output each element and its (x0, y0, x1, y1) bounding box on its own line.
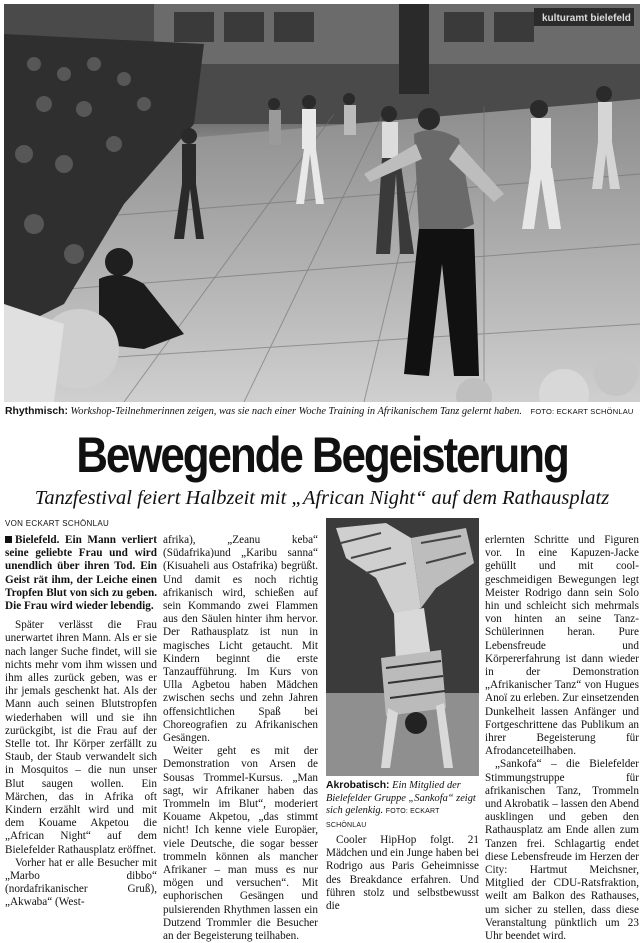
paragraph: Weiter geht es mit der Demonstration von Arsen de Sousas Trommel-Kursus. „Man sagt, wir Afrikaner haben das Trommeln im Blut“, moderiert Kouame Akpetou, „das stimmt nicht! Ich kenne viele Europäer, viele Deutsche, die sogar besser trommeln können als mancher Afrikaner – man muss es nur mögen und versuchen“. Mit euphorischen Gesängen und pulsierenden Rhythmen lassen ein Dutzend Trommler die Besucher an der Begeisterung teilhaben. (163, 745, 318, 943)
caption-text: Workshop-Teilnehmerinnen zeigen, was sie nach einer Woche Training in Afrikanischem Tanz gelernt haben. (70, 406, 522, 417)
paragraph: erlernten Schritte und Figuren vor. In eine Kapuzen-Jacke gehüllt und mit cool-geschmeidigen Bewegungen legt Meister Rodrigo dann sein Solo hin und schleicht sich mehrmals von hinten an seine Tanz-Schülerinnen heran. Pure Lebensfreude und Körpererfahrung ist dann wieder in der Demonstration „Afrikanischer Tanz“ von Hugues Anoï zu erleben. Zur einsetzenden Dunkelheit lassen Anfänger und Fortgeschrittene das Publikum an ihrer Begeisterung für Afrodanceteilhaben. (485, 534, 639, 758)
paragraph: Später verlässt die Frau unerwartet ihren Mann. Als er sie nach langer Suche findet, will sie nichts mehr vom ihm wissen und ihm alles zurück geben, was er ihr jemals geschenkt hat. Als der Mann auch seinen Blutstropfen wiederhaben will und sie ihn zurückgibt, ist die Frau auf der Stelle tot. Ihr Körper zerfällt zu Staub, der Staub verwandelt sich in Mosquitos – die nun unser Blut saugen wollen. Ein Märchen, das in Afrika oft Kindern erzählt wird und mit dem Kouame Akpetou die „African Night“ auf dem Bielefelder Rathausplatz eröffnet. (5, 619, 157, 856)
acrobat-photo (326, 518, 479, 776)
paragraph: Cooler HipHop folgt. 21 Mädchen und ein Junge haben bei Rodrigo aus Paris Geheimnisse des Breakdance erfahren. Und führen stolz und selbstbewusst die (326, 834, 479, 913)
main-photo-caption (5, 405, 639, 418)
caption-text: Ein Mitglied der Bielefelder Gruppe „Sankofa“ zeigt sich gelenkig. (326, 780, 476, 817)
acrobat-illustration (326, 518, 479, 776)
subheadline: Tanzfestival feiert Halbzeit mit „African Night“ auf dem Rathausplatz (34, 487, 610, 509)
photo-credit: FOTO: ECKART SCHÖNLAU (326, 808, 440, 829)
caption-lead: Akrobatisch: (326, 780, 390, 791)
paragraph: afrika), „Zeanu keba“ (Südafrika)und „Karibu sanna“ (Kisuaheli aus Ostafrika) begrüßt. Und damit es noch richtig afrikanisch wird, schießen auf sein Kommando zwei Flammen aus den Säulen hinter ihm hervor. Der Rathausplatz ist nun in magisches Licht getaucht. Mit Kindern beginnt die erste Tanzaufführung. Im Kurs von Ulla Agbetou haben Mädchen zwischen sechs und zehn Jahren offensichtlichen Spaß bei Choreografien zu Afrikanischen Gesängen. (163, 534, 318, 745)
bullet-square-icon (5, 536, 12, 543)
article-column-3 (326, 834, 479, 913)
article-column-1 (5, 534, 157, 910)
main-photo (4, 4, 640, 402)
paragraph: Vorher hat er alle Besucher mit „Marbo dibbo“ (nordafrikanischer Gruß), „Akwaba“ (West- (5, 856, 157, 909)
article-column-4 (485, 534, 639, 943)
acrobat-photo-caption (326, 780, 479, 832)
article-lead: Bielefeld. Ein Mann verliert seine geliebte Frau und wird unendlich über ihren Tod. Ein Geist rät ihm, der Leiche einen Tropfen Blut von sich zu geben. Die Frau wird wieder lebendig. (5, 534, 157, 613)
signage-text: kulturamt bielefeld (542, 13, 631, 24)
headline: Bewegende Begeisterung (76, 427, 568, 483)
byline: VON ECKART SCHÖNLAU (5, 519, 110, 528)
caption-lead: Rhythmisch: (5, 406, 68, 417)
photo-credit: FOTO: ECKART SCHÖNLAU (530, 407, 634, 416)
article-column-2 (163, 534, 318, 943)
paragraph: „Sankofa“ – die Bielefelder Stimmungstruppe für afrikanischen Tanz, Trommeln und Akrobatik – lassen den Abend ausklingen und geben den Rathausplatz am Ende allen zum Tanzen frei. Schlagartig endet diese Lebensfreude im Herzen der City: Hartmut Meichsner, Mitglied der CDU-Ratsfraktion, weilt am Balkon des Rathauses, um sicher zu stellen, dass diese Veranstaltung pünktlich um 23 Uhr beendet wird. (485, 758, 639, 943)
dancers-on-square-illustration (4, 4, 640, 402)
